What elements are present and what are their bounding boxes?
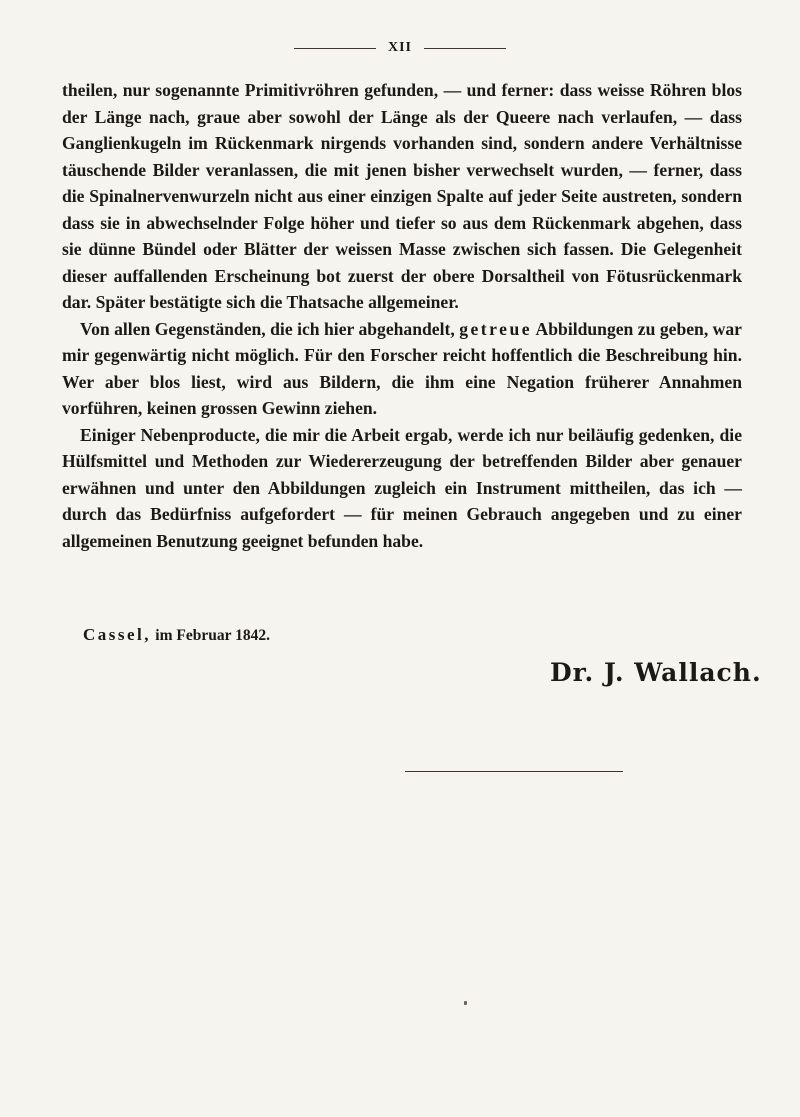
closing-rule <box>405 771 623 772</box>
header-rule-left <box>294 48 376 49</box>
paragraph-2-text-end: Abbildungen zu geben, war mir gegenwärtig nicht möglich. Für den Forscher reicht hoffentlich die Beschreibung hin. Wer aber blos liest, wird aus Bildern, die ihm eine Negation früherer Annahmen vorführen, keinen grossen Gewinn ziehen. <box>62 318 742 418</box>
paragraph-3 <box>62 422 742 555</box>
paper-speck <box>464 1001 467 1005</box>
paragraph-1 <box>62 77 742 316</box>
header-rule-right <box>424 48 506 49</box>
emphasized-word: getreue <box>459 318 533 339</box>
page-number: XII <box>387 40 412 55</box>
place-date-line <box>83 625 270 645</box>
paragraph-1-text: theilen, nur sogenannte Primitivröhren gefunden, — und ferner: dass weisse Röhren blos der Länge nach, graue aber sowohl der Länge als der Queere nach verlaufen, — dass Ganglienkugeln im Rückenmark nirgends vorhanden sind, sondern andere Verhältnisse täuschende Bilder veranlassen, die mit jenen bisher verwechselt wurden, — ferner, dass die Spinalnervenwurzeln nicht aus einer einzigen Spalte auf jeder Seite austreten, sondern dass sie in abwechselnder Folge höher und tiefer so aus dem Rückenmark abgehen, dass sie dünne Bündel oder Blätter der weissen Masse zwischen sich fassen. Die Gelegenheit dieser auffallenden Erscheinung bot zuerst der obere Dorsaltheil von Fötusrückenmark dar. Später bestätigte sich die Thatsache allgemeiner. <box>62 80 742 312</box>
paragraph-2-text-start: Von allen Gegenständen, die ich hier abgehandelt, <box>80 318 460 339</box>
date-text: im Februar 1842. <box>155 627 270 644</box>
page-header <box>0 38 800 58</box>
paragraph-2 <box>62 316 742 422</box>
paragraph-3-text: Einiger Nebenproducte, die mir die Arbeit ergab, werde ich nur beiläufig gedenken, die Hülfsmittel und Methoden zur Wiedererzeugung der betreffenden Bilder aber genauer erwähnen und unter den Abbildungen zugleich ein Instrument mittheilen, das ich — durch das Bedürfniss aufgefordert — für meinen Gebrauch angegeben und zu einer allgemeinen Benutzung geeignet befunden habe. <box>62 424 742 551</box>
body-text <box>62 77 742 554</box>
place-name: Cassel, <box>83 625 152 644</box>
author-signature: Dr. J. Wallach. <box>550 658 762 687</box>
